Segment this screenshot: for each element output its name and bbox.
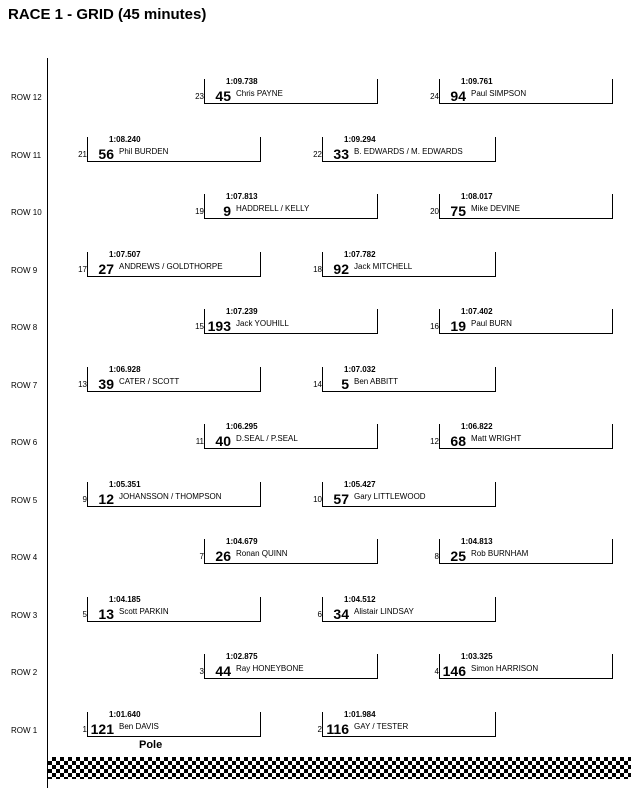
grid-position: 16 xyxy=(430,322,439,331)
driver-name: HADDRELL / KELLY xyxy=(236,204,310,213)
qualifying-time: 1:08.240 xyxy=(109,134,141,144)
row-label: ROW 12 xyxy=(11,93,42,102)
row-label: ROW 7 xyxy=(11,380,38,390)
grid-left-rule xyxy=(47,58,48,788)
car-number: 146 xyxy=(442,663,466,679)
grid-position: 18 xyxy=(313,264,322,274)
qualifying-time: 1:07.813 xyxy=(226,192,258,201)
qualifying-time: 1:04.185 xyxy=(109,594,141,604)
pole-label: Pole xyxy=(139,739,163,751)
driver-name: D.SEAL / P.SEAL xyxy=(236,434,298,443)
car-number: 94 xyxy=(450,88,466,104)
driver-name: Gary LITTLEWOOD xyxy=(354,491,426,501)
grid-position: 6 xyxy=(317,609,322,619)
driver-name: Ronan QUINN xyxy=(236,549,288,558)
grid-position: 14 xyxy=(313,379,322,389)
driver-name: JOHANSSON / THOMPSON xyxy=(119,491,222,501)
grid-position: 24 xyxy=(430,92,439,101)
driver-name: Ben ABBITT xyxy=(354,376,399,386)
car-number: 5 xyxy=(341,375,349,392)
row-label: ROW 2 xyxy=(11,668,38,677)
grid-position: 10 xyxy=(313,494,322,504)
car-number: 25 xyxy=(450,548,466,564)
row-label: ROW 4 xyxy=(11,553,38,562)
car-number: 33 xyxy=(333,145,349,162)
car-number: 57 xyxy=(333,490,349,507)
driver-name: Rob BURNHAM xyxy=(471,549,529,558)
driver-name: Ray HONEYBONE xyxy=(236,664,304,673)
grid-position: 2 xyxy=(317,724,322,734)
qualifying-time: 1:07.782 xyxy=(344,249,376,259)
driver-name: GAY / TESTER xyxy=(354,721,409,731)
grid-position: 5 xyxy=(82,609,87,619)
car-number: 39 xyxy=(98,375,114,392)
driver-name: B. EDWARDS / M. EDWARDS xyxy=(354,146,463,156)
car-number: 75 xyxy=(450,203,466,219)
qualifying-time: 1:08.017 xyxy=(461,192,493,201)
grid-position: 1 xyxy=(82,724,87,734)
grid-position: 17 xyxy=(78,264,87,274)
qualifying-time: 1:09.294 xyxy=(344,134,376,144)
qualifying-time: 1:06.822 xyxy=(461,422,493,431)
car-number: 9 xyxy=(223,203,231,219)
grid-position: 11 xyxy=(195,437,204,446)
qualifying-time: 1:05.427 xyxy=(344,479,376,489)
car-number: 40 xyxy=(215,433,231,449)
qualifying-time: 1:04.813 xyxy=(461,537,493,546)
car-number: 45 xyxy=(215,88,231,104)
qualifying-time: 1:07.507 xyxy=(109,249,141,259)
qualifying-time: 1:05.351 xyxy=(109,479,141,489)
qualifying-time: 1:07.032 xyxy=(344,364,376,374)
driver-name: Simon HARRISON xyxy=(471,664,539,673)
driver-name: Jack YOUHILL xyxy=(236,319,289,328)
grid-position: 23 xyxy=(195,92,204,101)
car-number: 56 xyxy=(98,145,114,162)
grid-position: 22 xyxy=(313,149,322,159)
row-label: ROW 11 xyxy=(11,150,42,160)
driver-name: Jack MITCHELL xyxy=(354,261,413,271)
car-number: 116 xyxy=(326,720,349,737)
driver-name: Ben DAVIS xyxy=(119,721,159,731)
driver-name: Alistair LINDSAY xyxy=(354,606,414,616)
row-label: ROW 5 xyxy=(11,495,38,505)
car-number: 27 xyxy=(98,260,114,277)
qualifying-time: 1:04.512 xyxy=(344,594,376,604)
car-number: 13 xyxy=(98,605,114,622)
driver-name: Phil BURDEN xyxy=(119,146,169,156)
qualifying-time: 1:01.640 xyxy=(109,709,141,719)
grid-position: 20 xyxy=(430,207,439,216)
car-number: 121 xyxy=(90,720,114,737)
qualifying-time: 1:09.761 xyxy=(461,77,493,86)
driver-name: Scott PARKIN xyxy=(119,606,169,616)
car-number: 193 xyxy=(207,318,231,334)
grid-position: 9 xyxy=(82,494,87,504)
chequered-flag-strip xyxy=(48,757,631,779)
grid-position: 12 xyxy=(430,437,439,446)
row-label: ROW 6 xyxy=(11,438,38,447)
qualifying-time: 1:03.325 xyxy=(461,652,493,661)
grid-position: 19 xyxy=(195,207,204,216)
qualifying-time: 1:02.875 xyxy=(226,652,258,661)
grid-position: 21 xyxy=(78,149,87,159)
grid-position: 7 xyxy=(199,552,204,561)
qualifying-time: 1:07.239 xyxy=(226,307,258,316)
qualifying-time: 1:04.679 xyxy=(226,537,258,546)
car-number: 12 xyxy=(98,490,114,507)
driver-name: Paul SIMPSON xyxy=(471,89,527,98)
car-number: 34 xyxy=(333,605,349,622)
driver-name: ANDREWS / GOLDTHORPE xyxy=(119,261,223,271)
row-label: ROW 3 xyxy=(11,610,38,620)
row-label: ROW 9 xyxy=(11,265,38,275)
qualifying-time: 1:09.738 xyxy=(226,77,258,86)
car-number: 92 xyxy=(333,260,349,277)
driver-name: CATER / SCOTT xyxy=(119,376,180,386)
grid-position: 4 xyxy=(434,667,439,676)
driver-name: Mike DEVINE xyxy=(471,204,520,213)
qualifying-time: 1:06.928 xyxy=(109,364,141,374)
driver-name: Matt WRIGHT xyxy=(471,434,522,443)
qualifying-time: 1:01.984 xyxy=(344,709,376,719)
car-number: 19 xyxy=(450,318,466,334)
driver-name: Paul BURN xyxy=(471,319,512,328)
row-label: ROW 1 xyxy=(11,725,38,735)
row-label: ROW 8 xyxy=(11,323,38,332)
car-number: 26 xyxy=(215,548,231,564)
driver-name: Chris PAYNE xyxy=(236,89,283,98)
qualifying-time: 1:07.402 xyxy=(461,307,493,316)
car-number: 44 xyxy=(215,663,231,679)
grid-position: 15 xyxy=(195,322,204,331)
car-number: 68 xyxy=(450,433,466,449)
grid-position: 8 xyxy=(434,552,439,561)
grid-position: 13 xyxy=(78,379,87,389)
row-label: ROW 10 xyxy=(11,208,42,217)
grid-position: 3 xyxy=(199,667,204,676)
qualifying-time: 1:06.295 xyxy=(226,422,258,431)
page-title: RACE 1 - GRID (45 minutes) xyxy=(8,6,207,23)
